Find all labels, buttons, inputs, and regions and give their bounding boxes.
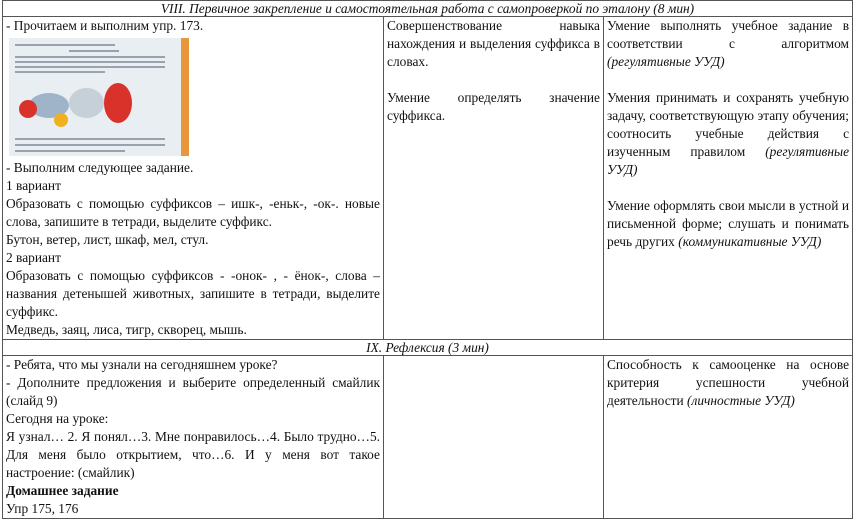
section-8-goals-cell	[384, 17, 604, 340]
reflection-sentences: Я узнал… 2. Я понял…3. Мне понравилось…4. Было трудно…5. Для меня было открытием, что…6. И у меня вот такое настроение: (смайлик)	[6, 429, 380, 480]
uud-3	[607, 197, 849, 251]
section-8-title: VIII. Первичное закрепление и самостоятельная работа с самопроверкой по эталону (8 мин)	[3, 1, 853, 17]
uud-personal-tag: (личностные УУД)	[687, 393, 795, 408]
uud-2-tag: (регулятивные УУД)	[607, 144, 850, 177]
goal-1: Совершенствование навыка нахождения и выделения суффикса в словах.	[387, 18, 600, 69]
uud-1-text: Умение выполнять учебное задание в соответствии с алгоритмом	[607, 18, 850, 51]
section-9-title: IX. Рефлексия (3 мин)	[3, 340, 853, 356]
reflection-question-2: - Дополните предложения и выберите определенный смайлик (слайд 9)	[6, 375, 380, 408]
lesson-plan-table	[2, 0, 853, 519]
uud-personal-text: Способность к самооценке на основе критерия успешности учебной деятельности	[607, 357, 850, 408]
homework-text: Упр 175, 176	[6, 501, 79, 516]
task-intro: - Выполним следующее задание.	[6, 160, 194, 175]
goal-2: Умение определять значение суффикса.	[387, 90, 600, 123]
exercise-intro: - Прочитаем и выполним упр. 173.	[6, 18, 204, 33]
uud-1-tag: (регулятивные УУД)	[607, 54, 725, 69]
section-9-activity-cell	[3, 356, 384, 519]
section-8-uud-cell	[604, 17, 853, 340]
uud-2-text: Умения принимать и сохранять учебную задачу, соответствующую этапу обучения; соотносить учебные действия с изученным правилом	[607, 90, 850, 159]
uud-2	[607, 89, 849, 179]
variant-1-words: Бутон, ветер, лист, шкаф, мел, стул.	[6, 232, 209, 247]
variant-1-label: 1 вариант	[6, 178, 61, 193]
uud-personal	[607, 356, 849, 410]
variant-2-task: Образовать с помощью суффиксов - -онок- , - ёнок-, слова – названия детенышей животных, запишите в тетради, выделите суффикс.	[6, 268, 380, 319]
uud-1	[607, 17, 849, 71]
uud-3-text: Умение оформлять свои мысли в устной и письменной форме; слушать и понимать речь других	[607, 198, 850, 249]
variant-1-task: Образовать с помощью суффиксов – ишк-, -еньк-, -ок-. новые слова, запишите в тетради, выделите суффикс.	[6, 196, 380, 229]
textbook-exercise-image	[9, 38, 189, 156]
section-8-activity-cell	[3, 17, 384, 340]
homework-label: Домашнее задание	[6, 483, 119, 498]
variant-2-words: Медведь, заяц, лиса, тигр, скворец, мышь.	[6, 322, 247, 337]
variant-2-label: 2 вариант	[6, 250, 61, 265]
section-9-uud-cell	[604, 356, 853, 519]
reflection-question-1: - Ребята, что мы узнали на сегодняшнем уроке?	[6, 357, 278, 372]
section-9-goals-cell	[384, 356, 604, 519]
uud-3-tag: (коммуникативные УУД)	[678, 234, 822, 249]
today-label: Сегодня на уроке:	[6, 411, 109, 426]
